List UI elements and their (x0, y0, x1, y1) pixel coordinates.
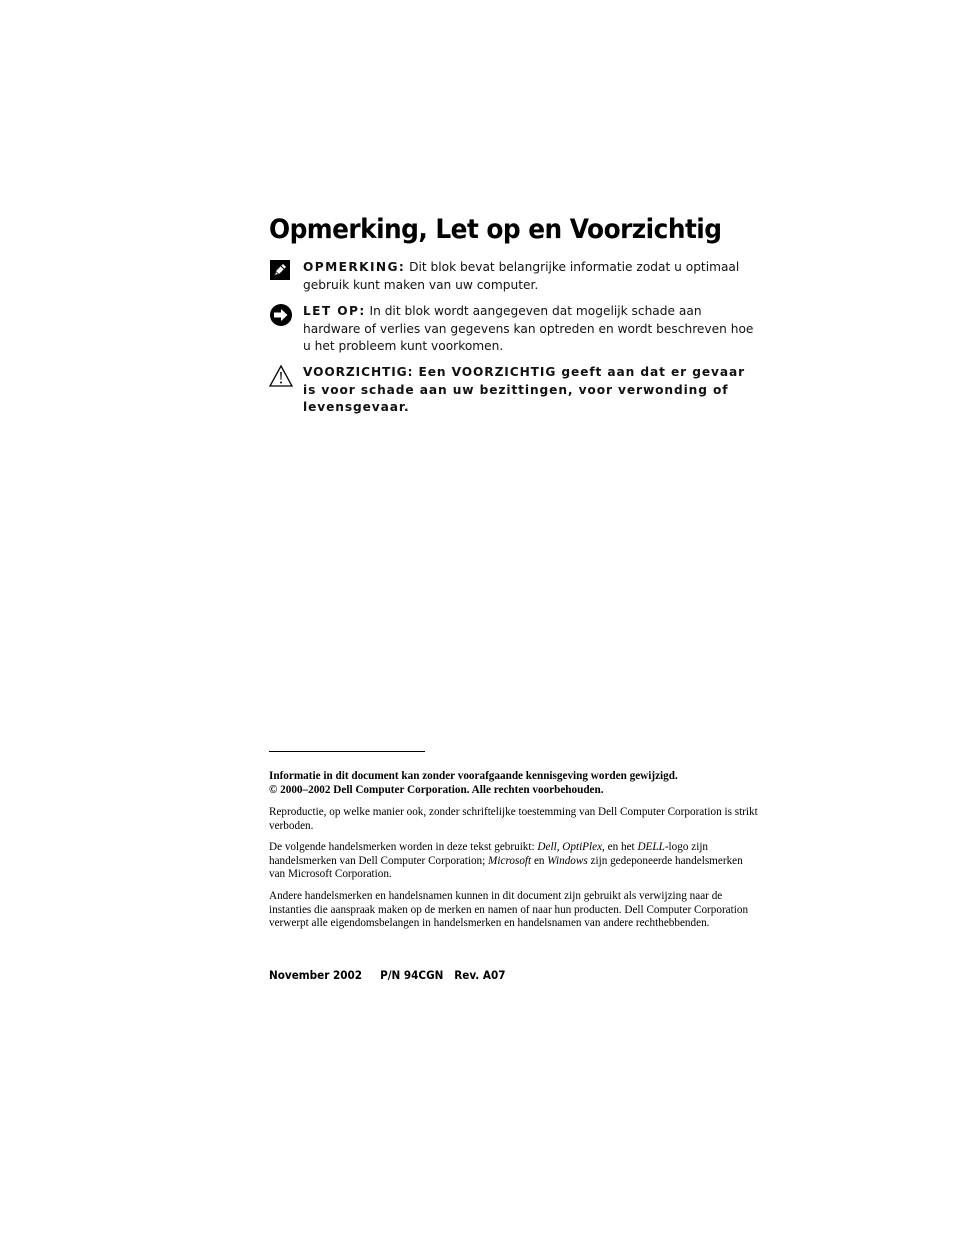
trademarks-ms-owner: zijn gedeponeerde handelsmerken van Microsoft Corporation. (269, 854, 743, 881)
footer-part-number: P/N 94CGN (380, 968, 444, 982)
note-opmerking (269, 259, 759, 294)
footnote-divider (269, 751, 425, 752)
note-body: Dit blok bevat belangrijke informatie zodat u optimaal gebruik kunt maken van uw computer. (303, 260, 740, 292)
trademarks-intro: De volgende handelsmerken worden in deze tekst gebruikt: (269, 841, 538, 853)
page-title: Opmerking, Let op en Voorzichtig (269, 214, 722, 245)
arrow-notice-icon (269, 303, 293, 327)
trademarks-en: en (531, 854, 548, 867)
trademarks-sep: , (556, 841, 563, 853)
legal-trademarks (269, 841, 759, 882)
footer-revision: Rev. A07 (454, 968, 506, 982)
trademark-dell: Dell (537, 841, 557, 853)
legal-disclaimer (269, 770, 759, 797)
note-body: In dit blok wordt aangegeven dat mogelijk schade aan hardware of verlies van gegevens kan optreden en wordt beschreven hoe u het probleem kunt voorkomen. (303, 304, 754, 353)
other-trademarks-text: Andere handelsmerken en handelsnamen kunnen in dit document zijn gebruikt als verwijzing naar de instanties die aanspraak maken op de merken en namen of naar hun producten. Dell Computer Corporation verwerpt alle eigendomsbelangen in handelsmerken en handelsnamen van andere rechthebbenden. (269, 890, 749, 930)
reproduction-text: Reproductie, op welke manier ook, zonder schriftelijke toestemming van Dell Computer Corporation is strikt verboden. (269, 806, 758, 832)
trademarks-and: en het (604, 841, 638, 853)
pencil-note-icon (269, 259, 293, 283)
note-let-op (269, 303, 759, 356)
note-label: VOORZICHTIG: (303, 365, 414, 379)
note-label: LET OP: (303, 304, 366, 318)
note-label: OPMERKING: (303, 260, 406, 274)
trademark-optiplex: OptiPlex, (562, 841, 605, 853)
note-voorzichtig (269, 364, 759, 417)
legal-other-trademarks (269, 890, 759, 931)
trademark-windows: Windows (547, 854, 588, 867)
trademarks-dell-owner: -logo zijn handelsmerken van Dell Computer Corporation; (269, 841, 709, 867)
trademark-microsoft: Microsoft (488, 854, 532, 867)
warning-triangle-icon (269, 364, 293, 388)
trademark-dell-logo: DELL (637, 841, 665, 853)
legal-reproduction (269, 806, 759, 833)
disclaimer-line: Informatie in dit document kan zonder voorafgaande kennisgeving worden gewijzigd. (269, 770, 678, 782)
copyright-line: © 2000–2002 Dell Computer Corporation. Alle rechten voorbehouden. (269, 783, 604, 796)
document-footer (269, 968, 520, 982)
note-body: Een VOORZICHTIG geeft aan dat er gevaar is voor schade aan uw bezittingen, voor verwonding of levensgevaar. (303, 365, 746, 414)
footer-date: November 2002 (269, 968, 363, 982)
trademarks-text (269, 841, 759, 882)
